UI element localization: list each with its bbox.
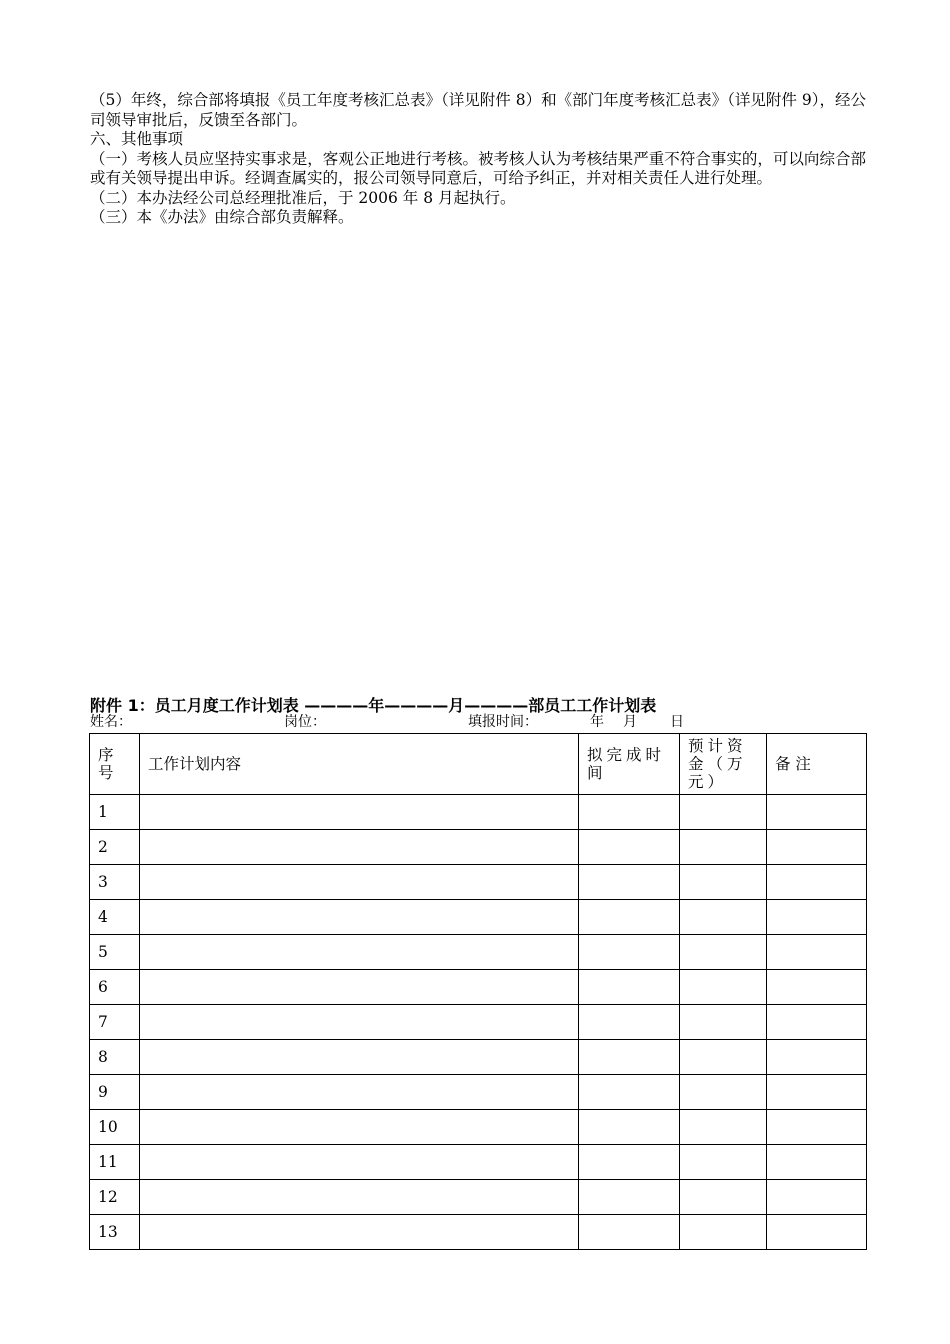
table-header-row [90,734,867,795]
cell-seq: 11 [90,1145,140,1180]
cell-remark[interactable] [767,830,867,865]
cell-content[interactable] [140,1180,579,1215]
table-row [90,1145,867,1180]
cell-seq: 13 [90,1215,140,1250]
table-row [90,1005,867,1040]
work-plan-table [89,733,867,1250]
table-row [90,970,867,1005]
cell-content[interactable] [140,795,579,830]
cell-budget[interactable] [680,1005,767,1040]
header-content: 工作计划内容 [140,734,579,795]
cell-remark[interactable] [767,1005,867,1040]
cell-remark[interactable] [767,795,867,830]
table-body [90,795,867,1250]
name-label: 姓名： [90,714,132,730]
cell-budget[interactable] [680,1180,767,1215]
section-title-other-matters: 六、其他事项 [90,130,184,148]
cell-deadline[interactable] [579,1005,680,1040]
body-text [90,91,866,228]
cell-seq: 7 [90,1005,140,1040]
cell-remark[interactable] [767,935,867,970]
item-appeal: （一）考核人员应坚持实事求是，客观公正地进行考核。被考核人认为考核结果严重不符合事实的，可以向综合部或有关领导提出申诉。经调查属实的，报公司领导同意后，可给予纠正，并对相关责任人进行处理。 [90,149,866,187]
cell-budget[interactable] [680,1215,767,1250]
cell-content[interactable] [140,1075,579,1110]
cell-budget[interactable] [680,935,767,970]
year-label: 年 [590,714,604,730]
cell-remark[interactable] [767,970,867,1005]
cell-budget[interactable] [680,795,767,830]
cell-remark[interactable] [767,1075,867,1110]
cell-content[interactable] [140,900,579,935]
cell-seq: 6 [90,970,140,1005]
table-row [90,1040,867,1075]
cell-content[interactable] [140,1040,579,1075]
cell-seq: 8 [90,1040,140,1075]
cell-seq: 2 [90,830,140,865]
header-seq: 序号 [90,734,140,795]
cell-remark[interactable] [767,865,867,900]
cell-seq: 12 [90,1180,140,1215]
form-meta-line [90,713,866,731]
table-row [90,830,867,865]
table-row [90,865,867,900]
cell-content[interactable] [140,935,579,970]
cell-content[interactable] [140,1110,579,1145]
cell-deadline[interactable] [579,1215,680,1250]
cell-budget[interactable] [680,830,767,865]
day-label: 日 [670,714,684,730]
cell-seq: 4 [90,900,140,935]
position-label: 岗位： [284,714,326,730]
cell-content[interactable] [140,1215,579,1250]
table-row [90,1180,867,1215]
cell-deadline[interactable] [579,900,680,935]
table-row [90,795,867,830]
cell-content[interactable] [140,830,579,865]
attachment-header [90,695,866,731]
header-budget: 预计资金（万元） [680,734,767,795]
cell-deadline[interactable] [579,865,680,900]
header-remark: 备 注 [767,734,867,795]
cell-seq: 10 [90,1110,140,1145]
cell-deadline[interactable] [579,1145,680,1180]
table-row [90,1110,867,1145]
cell-budget[interactable] [680,865,767,900]
cell-content[interactable] [140,1005,579,1040]
item-effective-date: （二）本办法经公司总经理批准后，于 2006 年 8 月起执行。 [90,188,516,207]
month-label: 月 [623,714,637,730]
cell-deadline[interactable] [579,970,680,1005]
cell-deadline[interactable] [579,1040,680,1075]
cell-budget[interactable] [680,1145,767,1180]
cell-remark[interactable] [767,1040,867,1075]
cell-seq: 3 [90,865,140,900]
item-interpretation: （三）本《办法》由综合部负责解释。 [90,208,354,226]
cell-budget[interactable] [680,1075,767,1110]
table-row [90,935,867,970]
cell-seq: 5 [90,935,140,970]
paragraph-year-end: （5）年终，综合部将填报《员工年度考核汇总表》（详见附件 8）和《部门年度考核汇总表》（详见附件 9），经公司领导审批后，反馈至各部门。 [90,91,866,129]
cell-remark[interactable] [767,1215,867,1250]
cell-budget[interactable] [680,900,767,935]
cell-deadline[interactable] [579,1180,680,1215]
attachment-title: 附件 1：员工月度工作计划表 ————年————月————部员工工作计划表 [90,696,657,715]
cell-seq: 1 [90,795,140,830]
cell-deadline[interactable] [579,830,680,865]
cell-remark[interactable] [767,1180,867,1215]
cell-content[interactable] [140,970,579,1005]
cell-budget[interactable] [680,1040,767,1075]
table-row [90,900,867,935]
table-row [90,1075,867,1110]
cell-remark[interactable] [767,1145,867,1180]
table-row [90,1215,867,1250]
cell-deadline[interactable] [579,1110,680,1145]
cell-deadline[interactable] [579,795,680,830]
cell-remark[interactable] [767,1110,867,1145]
cell-content[interactable] [140,865,579,900]
cell-seq: 9 [90,1075,140,1110]
cell-budget[interactable] [680,1110,767,1145]
cell-budget[interactable] [680,970,767,1005]
cell-deadline[interactable] [579,935,680,970]
date-label: 填报时间： [468,714,538,730]
cell-content[interactable] [140,1145,579,1180]
cell-remark[interactable] [767,900,867,935]
cell-deadline[interactable] [579,1075,680,1110]
header-deadline: 拟完成时间 [579,734,680,795]
